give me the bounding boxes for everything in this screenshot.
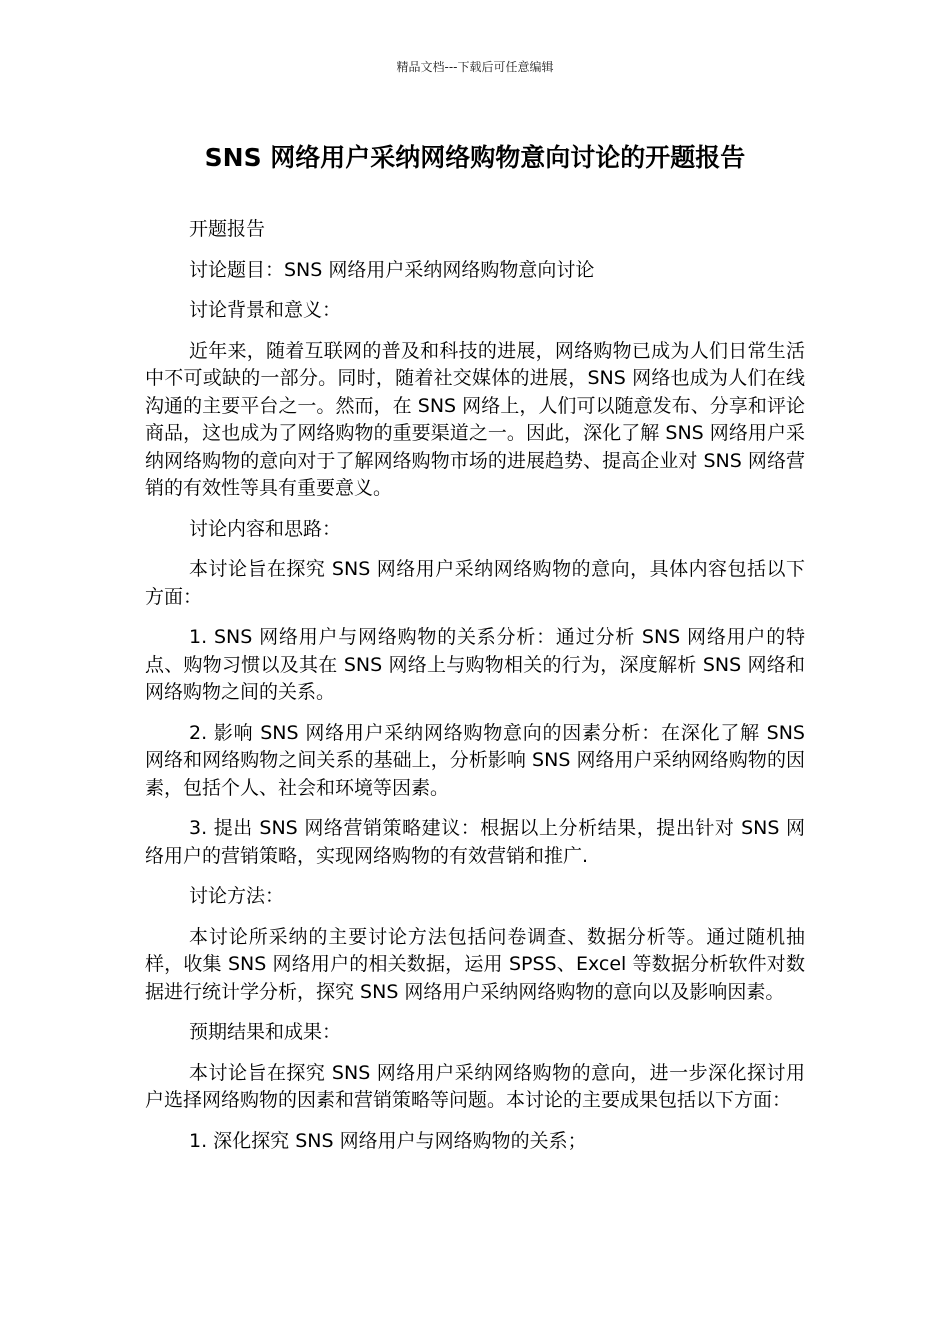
list-item-result-1: 1. 深化探究 SNS 网络用户与网络购物的关系； — [189, 1129, 587, 1152]
heading-content: 讨论内容和思路： — [189, 517, 342, 540]
list-item-content-1: 1. SNS 网络用户与网络购物的关系分析：通过分析 SNS 网络用户的特点、购物习惯以及其在 SNS 网络上与购物相关的行为，深度解析 SNS 网络和网络购物之间的关系。 — [145, 626, 805, 703]
paragraph-report-label: 开题报告 — [189, 218, 266, 240]
paragraph-content-intro: 本讨论旨在探究 SNS 网络用户采纳网络购物的意向，具体内容包括以下方面： — [145, 558, 805, 608]
paragraph-expected-results: 本讨论旨在探究 SNS 网络用户采纳网络购物的意向，进一步深化探讨用户选择网络购物的因素和营销策略等问题。本讨论的主要成果包括以下方面： — [145, 1061, 805, 1111]
page-header-note: 精品文档---下载后可任意编辑 — [396, 60, 554, 74]
paragraph-background: 近年来，随着互联网的普及和科技的进展，网络购物已成为人们日常生活中不可或缺的一部分。同时，随着社交媒体的进展，SNS 网络也成为人们在线沟通的主要平台之一。然而，在 SNS 网络上，人们可以随意发布、分享和评论商品，这也成为了网络购物的重要渠道之一。因此，深化了解 SNS 网络用户采纳网络购物的意向对于了解网络购物市场的进展趋势、提高企业对 SNS 网络营销的有效性等具有重要意义。 — [145, 339, 805, 499]
heading-expected-results: 预期结果和成果： — [189, 1021, 342, 1043]
list-item-content-2: 2. 影响 SNS 网络用户采纳网络购物意向的因素分析：在深化了解 SNS 网络和网络购物之间关系的基础上，分析影响 SNS 网络用户采纳网络购物的因素，包括个人、社会和环境等因素。 — [145, 721, 805, 799]
heading-background: 讨论背景和意义： — [189, 299, 342, 321]
paragraph-method: 本讨论所采纳的主要讨论方法包括问卷调查、数据分析等。通过随机抽样，收集 SNS 网络用户的相关数据，运用 SPSS、Excel 等数据分析软件对数据进行统计学分析，探究 SNS 网络用户采纳网络购物的意向以及影响因素。 — [145, 925, 805, 1003]
list-item-content-3: 3. 提出 SNS 网络营销策略建议：根据以上分析结果，提出针对 SNS 网络用户的营销策略，实现网络购物的有效营销和推广. — [145, 817, 805, 867]
document-title: SNS 网络用户采纳网络购物意向讨论的开题报告 — [204, 143, 746, 172]
document-body — [145, 216, 805, 1168]
paragraph-topic: 讨论题目：SNS 网络用户采纳网络购物意向讨论 — [189, 258, 595, 281]
heading-method: 讨论方法： — [189, 885, 285, 907]
